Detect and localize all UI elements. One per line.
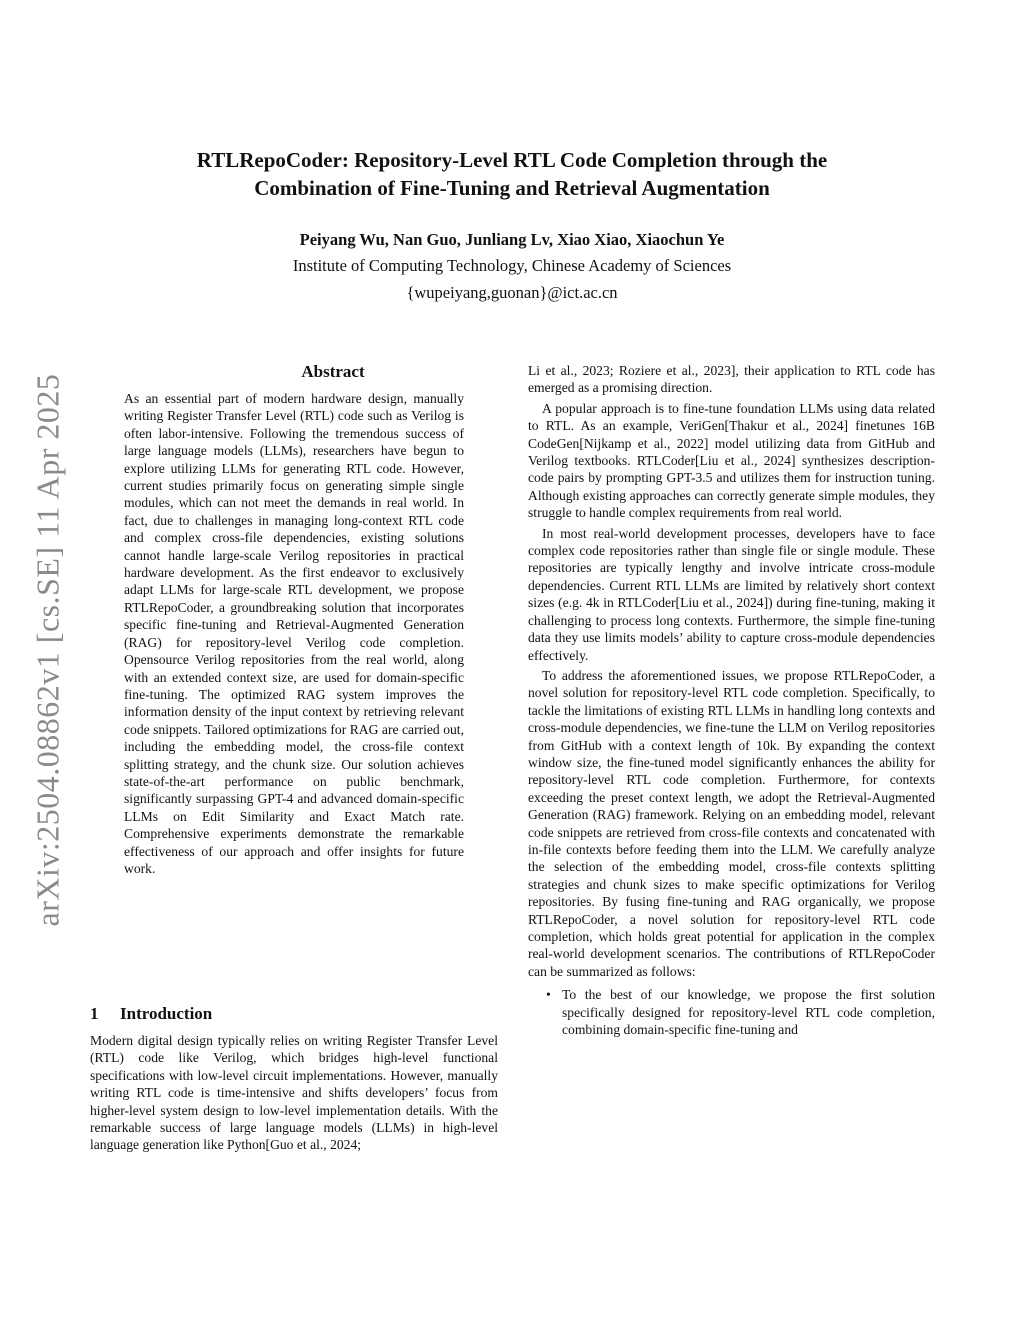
section-heading-introduction bbox=[90, 1004, 212, 1024]
intro-paragraph-1: Modern digital design typically relies on writing Register Transfer Level (RTL) code like Verilog, which bridges high-level functional specifications with low-level circuit implementations. However, manually writing RTL code is time-intensive and shifts developers’ focus from higher-level system design to low-level implementation details. With the remarkable success of large language models (LLMs) in high-level language generation like Python[Guo et al., 2024; bbox=[90, 1033, 498, 1153]
bullet-icon: • bbox=[546, 987, 551, 1003]
section-title: Introduction bbox=[120, 1004, 213, 1023]
right-column bbox=[528, 362, 935, 1038]
section-number: 1 bbox=[90, 1004, 99, 1023]
affiliation: Institute of Computing Technology, Chinese Academy of Sciences bbox=[292, 256, 732, 275]
intro-paragraph-continued: Li et al., 2023; Roziere et al., 2023], their application to RTL code has emerged as a promising direction. bbox=[528, 363, 935, 396]
title-line-2: Combination of Fine-Tuning and Retrieval Augmentation bbox=[254, 176, 770, 200]
contribution-bullet bbox=[528, 986, 935, 1038]
intro-paragraph-4: To address the aforementioned issues, we propose RTLRepoCoder, a novel solution for repository-level RTL code completion. Specifically, to tackle the limitations of existing RTL LLMs in handling long contexts and cross-module dependencies, we fine-tune the LLM on Verilog repositories from GitHub with a context length of 10k. By expanding the context window size, the fine-tuned model significantly enhances the ability for repository-level RTL code completion. Furthermore, for contexts exceeding the preset context length, we adopt the Retrieval-Augmented Generation (RAG) framework. Relying on an embedding model, relevant code snippets are retrieved from cross-file contexts and concatenated with in-file contexts before feeding them into the LLM. We carefully analyze the selection of the embedding model, cross-file contexts splitting strategies and chunk sizes to make specific optimizations for Verilog repositories. By fusing fine-tuning and RAG organically, we propose RTLRepoCoder, a novel solution for repository-level RTL code completion, which holds great potential for application in the complex real-world development scenarios. The contributions of RTLRepoCoder can be summarized as follows: bbox=[528, 667, 935, 979]
author-list: Peiyang Wu, Nan Guo, Junliang Lv, Xiao Xiao, Xiaochun Ye bbox=[299, 230, 725, 249]
abstract-heading: Abstract bbox=[301, 362, 365, 381]
paper-title bbox=[0, 146, 1024, 202]
arxiv-watermark: arXiv:2504.08862v1 [cs.SE] 11 Apr 2025 bbox=[29, 373, 66, 927]
bullet-text: To the best of our knowledge, we propose the first solution specifically designed for repository-level RTL code completion, combining domain-specific fine-tuning and bbox=[562, 987, 935, 1038]
abstract-body: As an essential part of modern hardware design, manually writing Register Transfer Level (RTL) code such as Verilog is often labor-intensive. Following the tremendous success of large language models (LLMs), researchers have begun to explore utilizing LLMs for generating RTL code. However, current studies primarily focus on generating simple single modules, which can not meet the demands in real world. In fact, due to challenges in managing long-context RTL code and complex cross-file dependencies, existing solutions cannot handle large-scale Verilog repositories in practical hardware development. As the first endeavor to exclusively adapt LLMs for large-scale RTL development, we propose RTLRepoCoder, a groundbreaking solution that incorporates specific fine-tuning and Retrieval-Augmented Generation (RAG) for repository-level Verilog code completion. Opensource Verilog repositories from the real world, along with an extended context size, are used for domain-specific fine-tuning. The optimized RAG system improves the information density of the input context by retrieving relevant code snippets. Tailored optimizations for RAG are carried out, including the embedding model, the cross-file context splitting strategy, and the chunk size. Our solution achieves state-of-the-art performance on public benchmark, significantly surpassing GPT-4 and advanced domain-specific LLMs on Edit Similarity and Exact Match rate. Comprehensive experiments demonstrate the remarkable effectiveness of our approach and offer insights for future work. bbox=[124, 391, 464, 876]
intro-paragraph-2: A popular approach is to fine-tune foundation LLMs using data related to RTL. As an example, VeriGen[Thakur et al., 2024] finetunes 16B CodeGen[Nijkamp et al., 2022] model utilizing data from GitHub and Verilog textbooks. RTLCoder[Liu et al., 2024] synthesizes description-code pairs by prompting GPT-3.5 and utilizes them for instruction tuning. Although existing approaches can correctly generate simple modules, they struggle to handle complex requirements from real world. bbox=[528, 400, 935, 521]
intro-paragraph-3: In most real-world development processes, developers have to face complex code repositories rather than single file or single module. These repositories are typically lengthy and involve intricate cross-module dependencies. Current RTL LLMs are limited by relatively short context sizes (e.g. 4k in RTLCoder[Liu et al., 2024]) during fine-tuning, making it challenging to process long contexts. Furthermore, the simple fine-tuning data they use limits models’ ability to capture cross-module dependencies effectively. bbox=[528, 525, 935, 663]
author-email: {wupeiyang,guonan}@ict.ac.cn bbox=[406, 283, 618, 302]
title-line-1: RTLRepoCoder: Repository-Level RTL Code Completion through the bbox=[196, 148, 828, 172]
